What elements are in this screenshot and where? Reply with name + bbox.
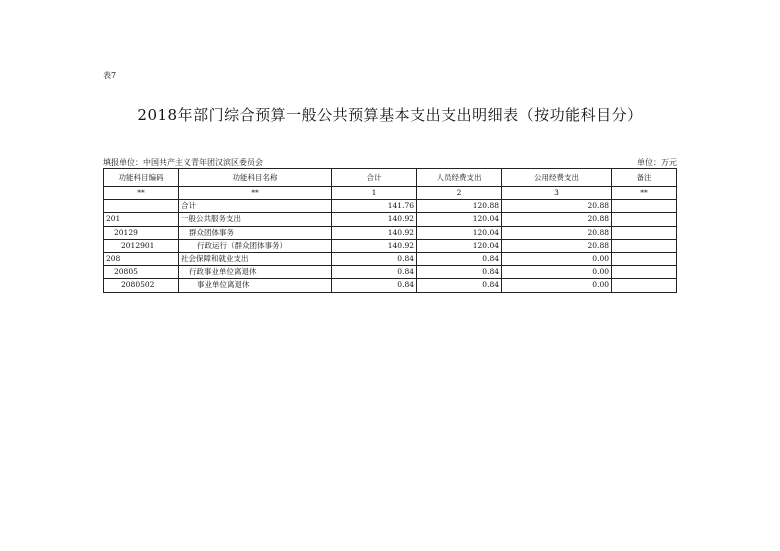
code-cell: 20805 [104,266,179,279]
note-cell [612,226,677,239]
public-cell: 0.00 [502,252,612,265]
header-total: 合计 [332,169,417,187]
expenditure-table [103,168,677,293]
public-cell: 0.00 [502,279,612,292]
index-cell: 2 [417,187,502,200]
personnel-cell: 0.84 [417,266,502,279]
code-cell: 20129 [104,226,179,239]
public-cell: 0.00 [502,266,612,279]
note-cell [612,279,677,292]
table-row [104,226,677,239]
public-cell: 20.88 [502,239,612,252]
personnel-cell: 0.84 [417,252,502,265]
personnel-cell: 120.04 [417,213,502,226]
table-row [104,279,677,292]
name-cell: 合计 [179,200,332,213]
table-row [104,213,677,226]
note-cell [612,200,677,213]
total-cell: 140.92 [332,239,417,252]
name-cell: 一般公共服务支出 [179,213,332,226]
reporting-unit: 填报单位：中国共产主义青年团汉滨区委员会 [103,158,263,167]
page-title: 2018年部门综合预算一般公共预算基本支出支出明细表（按功能科目分） [137,106,643,124]
currency-unit: 单位：万元 [637,158,677,167]
public-cell: 20.88 [502,226,612,239]
personnel-cell: 120.04 [417,226,502,239]
index-cell: 3 [502,187,612,200]
name-cell: 事业单位离退休 [179,279,332,292]
index-row [104,187,677,200]
total-cell: 0.84 [332,266,417,279]
total-cell: 140.92 [332,226,417,239]
table-row [104,200,677,213]
table-number: 表7 [103,71,117,80]
index-cell: ** [179,187,332,200]
personnel-cell: 120.04 [417,239,502,252]
note-cell [612,266,677,279]
name-cell: 社会保障和就业支出 [179,252,332,265]
header-public: 公用经费支出 [502,169,612,187]
code-cell: 2080502 [104,279,179,292]
index-cell: 1 [332,187,417,200]
header-note: 备注 [612,169,677,187]
table-row [104,239,677,252]
name-cell: 行政事业单位离退休 [179,266,332,279]
index-cell: ** [612,187,677,200]
code-cell: 201 [104,213,179,226]
total-cell: 0.84 [332,279,417,292]
name-cell: 群众团体事务 [179,226,332,239]
header-code: 功能科目编码 [104,169,179,187]
header-name: 功能科目名称 [179,169,332,187]
table-row [104,252,677,265]
header-row [104,169,677,187]
public-cell: 20.88 [502,200,612,213]
note-cell [612,252,677,265]
table-row [104,266,677,279]
code-cell: 208 [104,252,179,265]
total-cell: 140.92 [332,213,417,226]
note-cell [612,239,677,252]
name-cell: 行政运行（群众团体事务） [179,239,332,252]
note-cell [612,213,677,226]
total-cell: 141.76 [332,200,417,213]
total-cell: 0.84 [332,252,417,265]
personnel-cell: 0.84 [417,279,502,292]
personnel-cell: 120.88 [417,200,502,213]
public-cell: 20.88 [502,213,612,226]
index-cell: ** [104,187,179,200]
header-personnel: 人员经费支出 [417,169,502,187]
code-cell: 2012901 [104,239,179,252]
code-cell [104,200,179,213]
